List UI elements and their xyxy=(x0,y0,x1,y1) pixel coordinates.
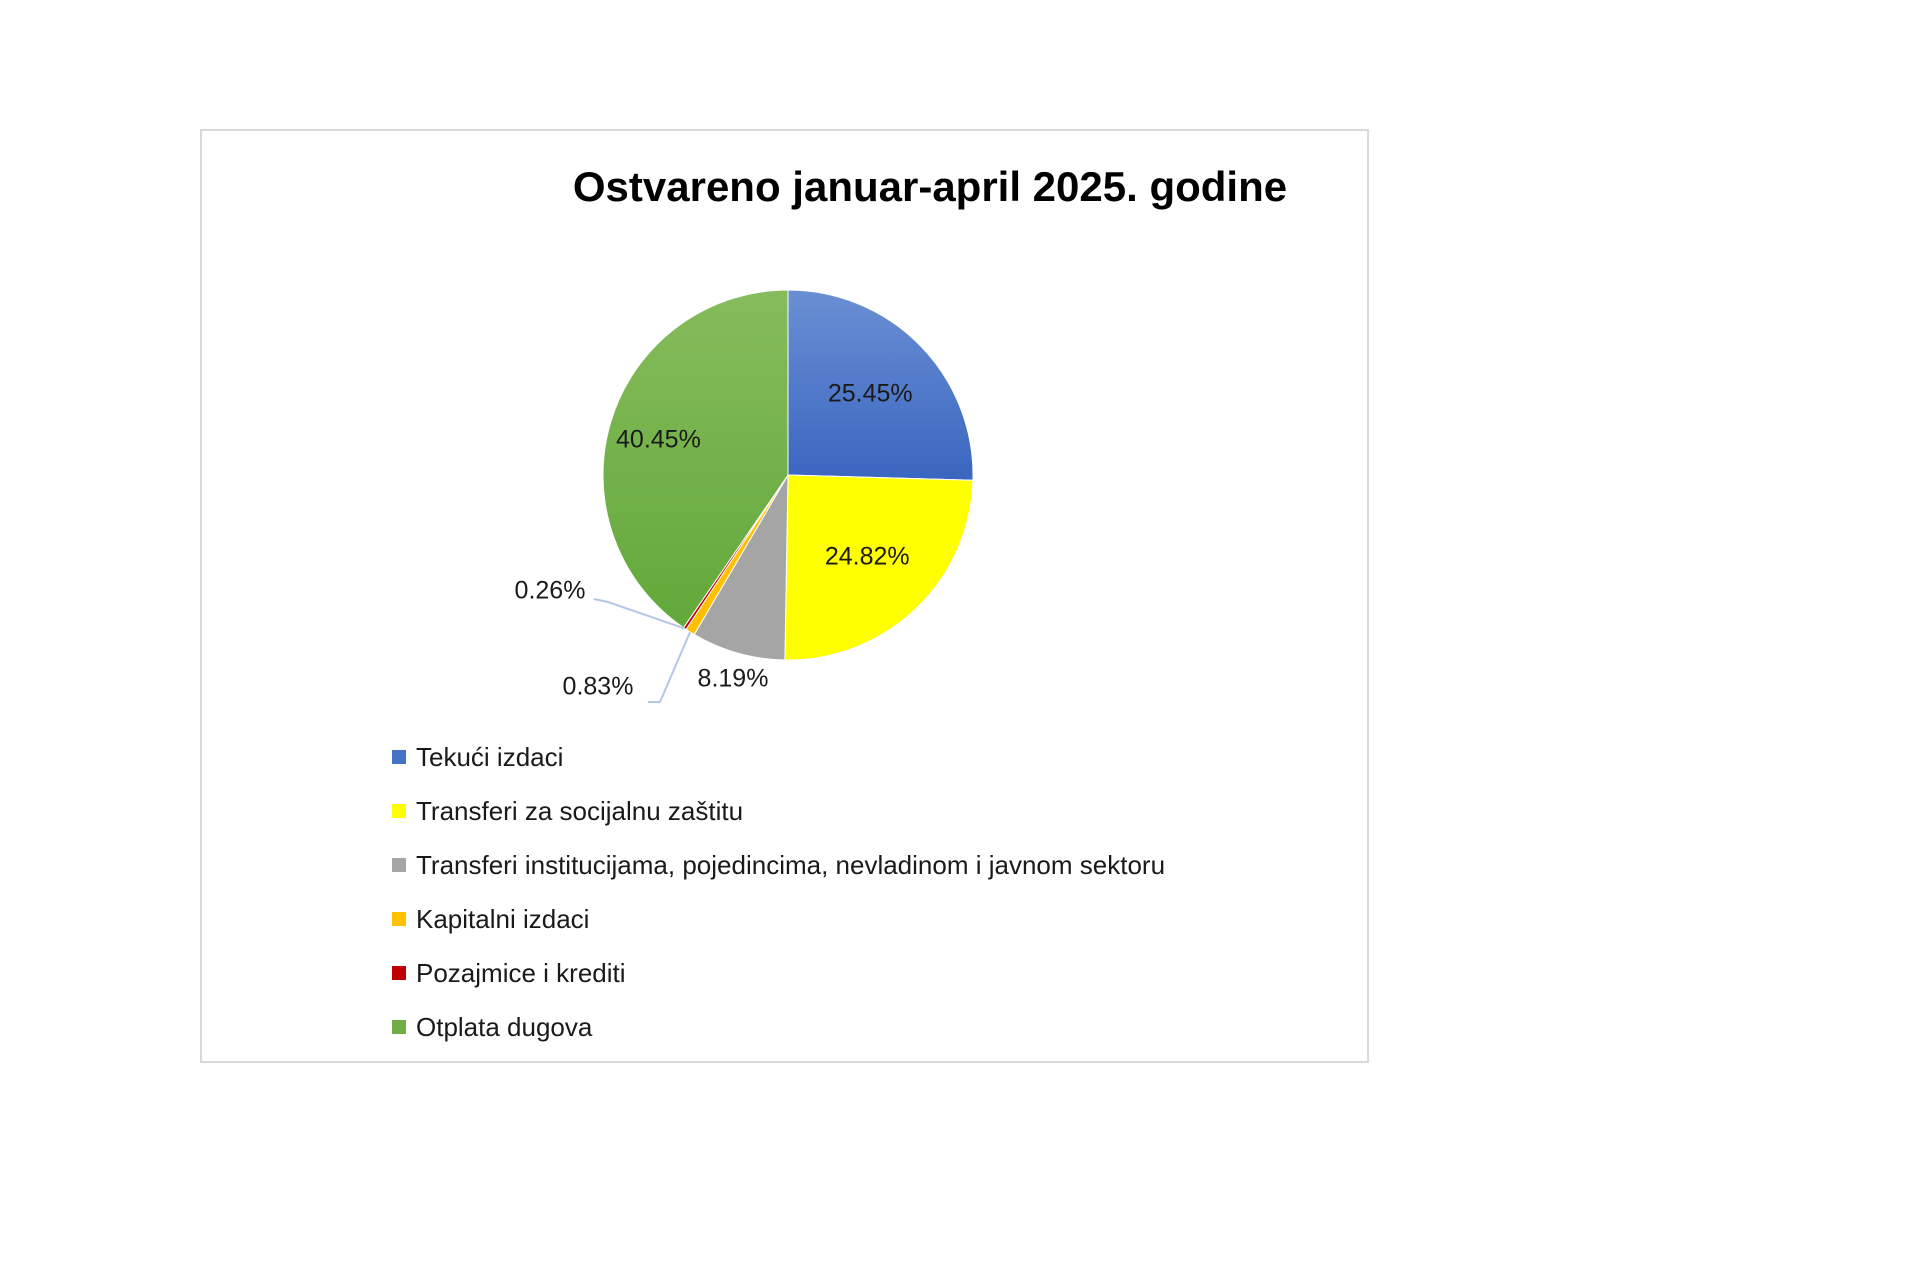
legend-label: Otplata dugova xyxy=(416,1011,593,1042)
legend-label: Transferi za socijalnu zaštitu xyxy=(416,795,744,826)
data-label-pozajmice-krediti: 0.26% xyxy=(514,576,586,605)
legend-item-pozajmice-krediti xyxy=(392,946,1292,1000)
legend-label: Transferi institucijama, pojedincima, nevladinom i javnom sektoru xyxy=(416,849,1166,880)
legend-swatch xyxy=(392,858,406,872)
data-label-otplata-dugova: 40.45% xyxy=(616,425,701,454)
data-label-transferi-institucijama: 8.19% xyxy=(697,664,769,693)
legend-label: Kapitalni izdaci xyxy=(416,903,590,934)
chart-legend xyxy=(392,730,1292,1054)
legend-swatch xyxy=(392,1020,406,1034)
legend-item-tekuci-izdaci xyxy=(392,730,1292,784)
legend-item-transferi-institucijama xyxy=(392,838,1292,892)
legend-swatch xyxy=(392,750,406,764)
data-label-transferi-socijalna-zastita: 24.82% xyxy=(824,542,910,571)
legend-label: Tekući izdaci xyxy=(416,741,564,772)
leader-line-kapitalni-izdaci xyxy=(648,632,690,702)
legend-item-transferi-socijalna-zastita xyxy=(392,784,1292,838)
legend-item-otplata-dugova xyxy=(392,1000,1292,1054)
legend-item-kapitalni-izdaci xyxy=(392,892,1292,946)
chart-title: Ostvareno januar-april 2025. godine xyxy=(572,163,1288,210)
data-label-tekuci-izdaci: 25.45% xyxy=(827,379,913,408)
legend-swatch xyxy=(392,912,406,926)
legend-swatch xyxy=(392,966,406,980)
legend-label: Pozajmice i krediti xyxy=(416,957,626,988)
data-label-kapitalni-izdaci: 0.83% xyxy=(562,672,634,701)
legend-swatch xyxy=(392,804,406,818)
